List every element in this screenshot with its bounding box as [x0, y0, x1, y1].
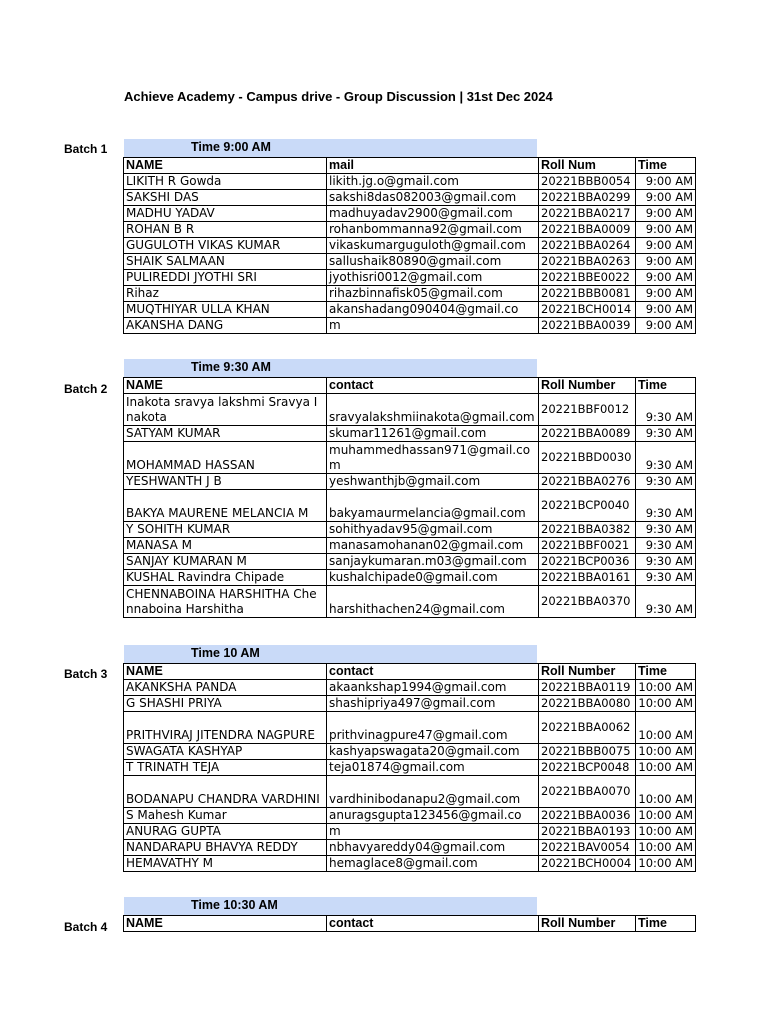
time-cell: 9:00 AM	[636, 206, 696, 222]
time-cell: 10:00 AM	[636, 712, 696, 744]
batch-label: Batch 1	[64, 142, 108, 156]
table-row	[124, 586, 696, 618]
time-cell: 9:00 AM	[636, 254, 696, 270]
roll-cell: 20221BCP0036	[539, 554, 636, 570]
time-cell: 9:30 AM	[636, 474, 696, 490]
table-row	[124, 318, 696, 334]
table-row	[124, 824, 696, 840]
name-cell: G SHASHI PRIYA	[124, 696, 327, 712]
contact-cell: vikaskumarguguloth@gmail.com	[327, 238, 539, 254]
contact-cell: shashipriya497@gmail.com	[327, 696, 539, 712]
name-cell: PRITHVIRAJ JITENDRA NAGPURE	[124, 712, 327, 744]
time-cell: 9:30 AM	[636, 490, 696, 522]
contact-cell: teja01874@gmail.com	[327, 760, 539, 776]
column-header: Time	[636, 916, 696, 932]
column-header: contact	[327, 916, 539, 932]
roll-cell: 20221BBA0263	[539, 254, 636, 270]
contact-cell: kushalchipade0@gmail.com	[327, 570, 539, 586]
time-cell: 9:30 AM	[636, 570, 696, 586]
table-row	[124, 776, 696, 808]
roll-cell: 20221BBA0119	[539, 680, 636, 696]
name-cell: BODANAPU CHANDRA VARDHINI	[124, 776, 327, 808]
table-row	[124, 538, 696, 554]
contact-cell: manasamohanan02@gmail.com	[327, 538, 539, 554]
name-cell: LIKITH R Gowda	[124, 174, 327, 190]
time-cell: 10:00 AM	[636, 744, 696, 760]
batch-label: Batch 3	[64, 667, 108, 681]
time-header-label: Time 9:30 AM	[191, 360, 271, 374]
name-cell: KUSHAL Ravindra Chipade	[124, 570, 327, 586]
name-cell: SHAIK SALMAAN	[124, 254, 327, 270]
contact-cell: rihazbinnafisk05@gmail.com	[327, 286, 539, 302]
batch-table	[123, 157, 696, 334]
table-row	[124, 174, 696, 190]
name-cell: CHENNABOINA HARSHITHA Chennaboina Harshitha	[124, 586, 327, 618]
table-row	[124, 490, 696, 522]
name-cell: Inakota sravya lakshmi Sravya Inakota	[124, 394, 327, 426]
roll-cell: 20221BBA0036	[539, 808, 636, 824]
name-cell: MANASA M	[124, 538, 327, 554]
time-cell: 10:00 AM	[636, 808, 696, 824]
column-header: NAME	[124, 158, 327, 174]
column-header: Time	[636, 664, 696, 680]
table-row	[124, 206, 696, 222]
table-row	[124, 570, 696, 586]
table-row	[124, 760, 696, 776]
batch-label: Batch 2	[64, 382, 108, 396]
column-header: Time	[636, 158, 696, 174]
table-row	[124, 522, 696, 538]
roll-cell: 20221BBD0030	[539, 442, 636, 474]
roll-cell: 20221BCP0048	[539, 760, 636, 776]
column-header: NAME	[124, 378, 327, 394]
contact-cell: kashyapswagata20@gmail.com	[327, 744, 539, 760]
time-cell: 10:00 AM	[636, 760, 696, 776]
batch-table	[123, 663, 696, 872]
contact-cell: nbhavyareddy04@gmail.com	[327, 840, 539, 856]
name-cell: ROHAN B R	[124, 222, 327, 238]
contact-cell: sravyalakshmiinakota@gmail.com	[327, 394, 539, 426]
contact-cell: sohithyadav95@gmail.com	[327, 522, 539, 538]
column-header: NAME	[124, 916, 327, 932]
table-header-row	[124, 378, 696, 394]
table-row	[124, 808, 696, 824]
table-row	[124, 680, 696, 696]
contact-cell: madhuyadav2900@gmail.com	[327, 206, 539, 222]
contact-cell: sanjaykumaran.m03@gmail.com	[327, 554, 539, 570]
table-row	[124, 270, 696, 286]
roll-cell: 20221BBA0080	[539, 696, 636, 712]
name-cell: MADHU YADAV	[124, 206, 327, 222]
roll-cell: 20221BCH0004	[539, 856, 636, 872]
name-cell: T TRINATH TEJA	[124, 760, 327, 776]
column-header: Roll Number	[539, 916, 636, 932]
contact-cell: likith.jg.o@gmail.com	[327, 174, 539, 190]
contact-cell: hemaglace8@gmail.com	[327, 856, 539, 872]
name-cell: YESHWANTH J B	[124, 474, 327, 490]
time-cell: 10:00 AM	[636, 840, 696, 856]
contact-cell: sallushaik80890@gmail.com	[327, 254, 539, 270]
column-header: Roll Number	[539, 378, 636, 394]
batch-time-header	[124, 139, 537, 157]
batch-time-header	[124, 897, 537, 915]
roll-cell: 20221BBA0217	[539, 206, 636, 222]
table-row	[124, 744, 696, 760]
table-row	[124, 856, 696, 872]
table-row	[124, 554, 696, 570]
table-row	[124, 222, 696, 238]
name-cell: SWAGATA KASHYAP	[124, 744, 327, 760]
roll-cell: 20221BBF0012	[539, 394, 636, 426]
batch-time-header	[124, 359, 537, 377]
name-cell: HEMAVATHY M	[124, 856, 327, 872]
name-cell: ANURAG GUPTA	[124, 824, 327, 840]
contact-cell: yeshwanthjb@gmail.com	[327, 474, 539, 490]
table-row	[124, 238, 696, 254]
table-row	[124, 394, 696, 426]
roll-cell: 20221BBB0081	[539, 286, 636, 302]
name-cell: S Mahesh Kumar	[124, 808, 327, 824]
contact-cell: anuragsgupta123456@gmail.co	[327, 808, 539, 824]
table-row	[124, 254, 696, 270]
roll-cell: 20221BBA0370	[539, 586, 636, 618]
column-header: Time	[636, 378, 696, 394]
table-row	[124, 302, 696, 318]
table-row	[124, 840, 696, 856]
roll-cell: 20221BBA0089	[539, 426, 636, 442]
roll-cell: 20221BBA0161	[539, 570, 636, 586]
table-row	[124, 712, 696, 744]
roll-cell: 20221BBE0022	[539, 270, 636, 286]
time-cell: 10:00 AM	[636, 776, 696, 808]
roll-cell: 20221BCP0040	[539, 490, 636, 522]
time-cell: 9:00 AM	[636, 318, 696, 334]
column-header: contact	[327, 664, 539, 680]
name-cell: Rihaz	[124, 286, 327, 302]
contact-cell: harshithachen24@gmail.com	[327, 586, 539, 618]
contact-cell: m	[327, 318, 539, 334]
batch-time-header	[124, 645, 537, 663]
table-row	[124, 696, 696, 712]
roll-cell: 20221BBA0039	[539, 318, 636, 334]
contact-cell: sakshi8das082003@gmail.com	[327, 190, 539, 206]
name-cell: PULIREDDI JYOTHI SRI	[124, 270, 327, 286]
contact-cell: vardhinibodanapu2@gmail.com	[327, 776, 539, 808]
roll-cell: 20221BBA0193	[539, 824, 636, 840]
roll-cell: 20221BBA0070	[539, 776, 636, 808]
name-cell: AKANKSHA PANDA	[124, 680, 327, 696]
roll-cell: 20221BBA0276	[539, 474, 636, 490]
batch-table	[123, 377, 696, 618]
name-cell: MUQTHIYAR ULLA KHAN	[124, 302, 327, 318]
table-row	[124, 426, 696, 442]
contact-cell: skumar11261@gmail.com	[327, 426, 539, 442]
column-header: NAME	[124, 664, 327, 680]
name-cell: MOHAMMAD HASSAN	[124, 442, 327, 474]
time-cell: 9:30 AM	[636, 554, 696, 570]
name-cell: NANDARAPU BHAVYA REDDY	[124, 840, 327, 856]
time-cell: 9:00 AM	[636, 270, 696, 286]
time-cell: 9:30 AM	[636, 522, 696, 538]
roll-cell: 20221BBA0264	[539, 238, 636, 254]
time-cell: 9:30 AM	[636, 442, 696, 474]
roll-cell: 20221BAV0054	[539, 840, 636, 856]
batch-label: Batch 4	[64, 920, 108, 934]
column-header: Roll Number	[539, 664, 636, 680]
name-cell: GUGULOTH VIKAS KUMAR	[124, 238, 327, 254]
roll-cell: 20221BBA0382	[539, 522, 636, 538]
batch-table	[123, 915, 696, 932]
time-header-label: Time 9:00 AM	[191, 140, 271, 154]
name-cell: AKANSHA DANG	[124, 318, 327, 334]
time-cell: 9:00 AM	[636, 190, 696, 206]
time-cell: 9:30 AM	[636, 538, 696, 554]
time-header-label: Time 10 AM	[191, 646, 260, 660]
roll-cell: 20221BBB0054	[539, 174, 636, 190]
time-cell: 9:00 AM	[636, 222, 696, 238]
contact-cell: muhammedhassan971@gmail.com	[327, 442, 539, 474]
time-cell: 9:00 AM	[636, 174, 696, 190]
contact-cell: akaankshap1994@gmail.com	[327, 680, 539, 696]
time-cell: 10:00 AM	[636, 856, 696, 872]
roll-cell: 20221BBA0299	[539, 190, 636, 206]
time-cell: 10:00 AM	[636, 824, 696, 840]
contact-cell: akanshadang090404@gmail.co	[327, 302, 539, 318]
column-header: mail	[327, 158, 539, 174]
name-cell: SANJAY KUMARAN M	[124, 554, 327, 570]
table-row	[124, 190, 696, 206]
contact-cell: jyothisri0012@gmail.com	[327, 270, 539, 286]
roll-cell: 20221BBA0009	[539, 222, 636, 238]
time-cell: 9:00 AM	[636, 238, 696, 254]
name-cell: SATYAM KUMAR	[124, 426, 327, 442]
time-cell: 9:30 AM	[636, 426, 696, 442]
time-cell: 9:00 AM	[636, 302, 696, 318]
time-cell: 9:30 AM	[636, 586, 696, 618]
column-header: contact	[327, 378, 539, 394]
table-row	[124, 474, 696, 490]
table-row	[124, 286, 696, 302]
time-cell: 9:30 AM	[636, 394, 696, 426]
roll-cell: 20221BCH0014	[539, 302, 636, 318]
roll-cell: 20221BBF0021	[539, 538, 636, 554]
time-cell: 9:00 AM	[636, 286, 696, 302]
time-cell: 10:00 AM	[636, 680, 696, 696]
name-cell: BAKYA MAURENE MELANCIA M	[124, 490, 327, 522]
name-cell: SAKSHI DAS	[124, 190, 327, 206]
column-header: Roll Num	[539, 158, 636, 174]
contact-cell: prithvinagpure47@gmail.com	[327, 712, 539, 744]
table-row	[124, 442, 696, 474]
sheet-title: Achieve Academy - Campus drive - Group Discussion | 31st Dec 2024	[124, 89, 553, 104]
roll-cell: 20221BBB0075	[539, 744, 636, 760]
table-header-row	[124, 916, 696, 932]
contact-cell: bakyamaurmelancia@gmail.com	[327, 490, 539, 522]
table-header-row	[124, 158, 696, 174]
table-header-row	[124, 664, 696, 680]
name-cell: Y SOHITH KUMAR	[124, 522, 327, 538]
time-cell: 10:00 AM	[636, 696, 696, 712]
time-header-label: Time 10:30 AM	[191, 898, 278, 912]
contact-cell: rohanbommanna92@gmail.com	[327, 222, 539, 238]
contact-cell: m	[327, 824, 539, 840]
roll-cell: 20221BBA0062	[539, 712, 636, 744]
